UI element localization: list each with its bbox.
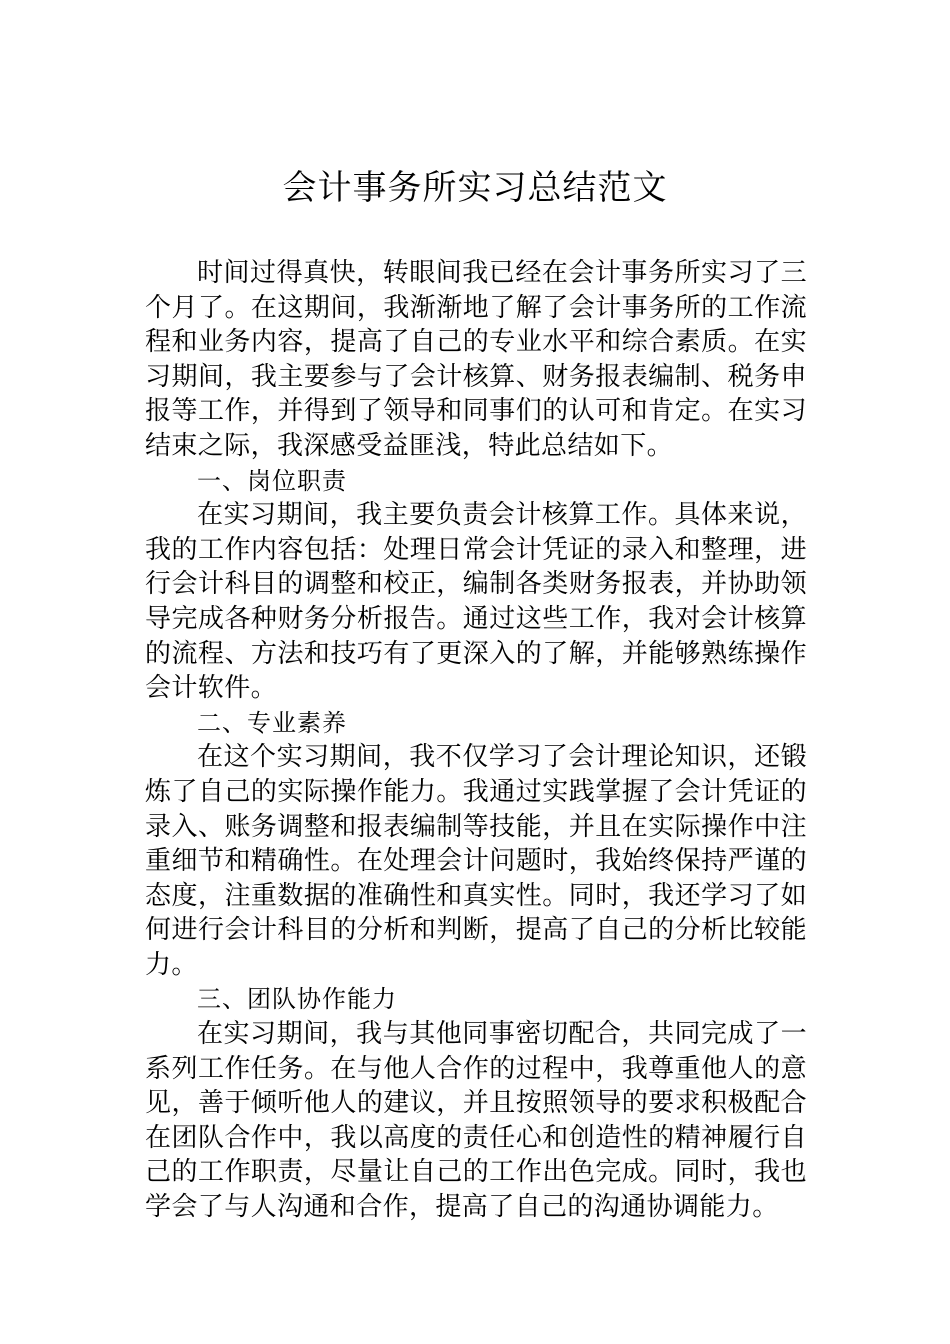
section-paragraph-job-duties: 在实习期间，我主要负责会计核算工作。具体来说，我的工作内容包括：处理日常会计凭证的录入和整理，进行会计科目的调整和校正，编制各类财务报表，并协助领导完成各种财务分析报告。通过这些工作，我对会计核算的流程、方法和技巧有了更深入的了解，并能够熟练操作会计软件。 [145,500,807,704]
section-heading-job-duties: 一、岗位职责 [197,466,347,495]
intro-paragraph: 时间过得真快，转眼间我已经在会计事务所实习了三个月了。在这期间，我渐渐地了解了会计事务所的工作流程和业务内容，提高了自己的专业水平和综合素质。在实习期间，我主要参与了会计核算、财务报表编制、税务申报等工作，并得到了领导和同事们的认可和肯定。在实习结束之际，我深感受益匪浅，特此总结如下。 [145,258,807,461]
document-title: 会计事务所实习总结范文 [282,168,668,208]
section-heading-professional-quality: 二、专业素养 [197,708,347,737]
section-paragraph-professional-quality: 在这个实习期间，我不仅学习了会计理论知识，还锻炼了自己的实际操作能力。我通过实践掌握了会计凭证的录入、账务调整和报表编制等技能，并且在实际操作中注重细节和精确性。在处理会计问题时，我始终保持严谨的态度，注重数据的准确性和真实性。同时，我还学习了如何进行会计科目的分析和判断，提高了自己的分析比较能力。 [145,742,807,980]
section-heading-teamwork: 三、团队协作能力 [197,985,397,1014]
document-body [145,256,807,1225]
section-paragraph-teamwork: 在实习期间，我与其他同事密切配合，共同完成了一系列工作任务。在与他人合作的过程中，我尊重他人的意见，善于倾听他人的建议，并且按照领导的要求积极配合在团队合作中，我以高度的责任心和创造性的精神履行自己的工作职责，尽量让自己的工作出色完成。同时，我也学会了与人沟通和合作，提高了自己的沟通协调能力。 [145,1019,807,1223]
